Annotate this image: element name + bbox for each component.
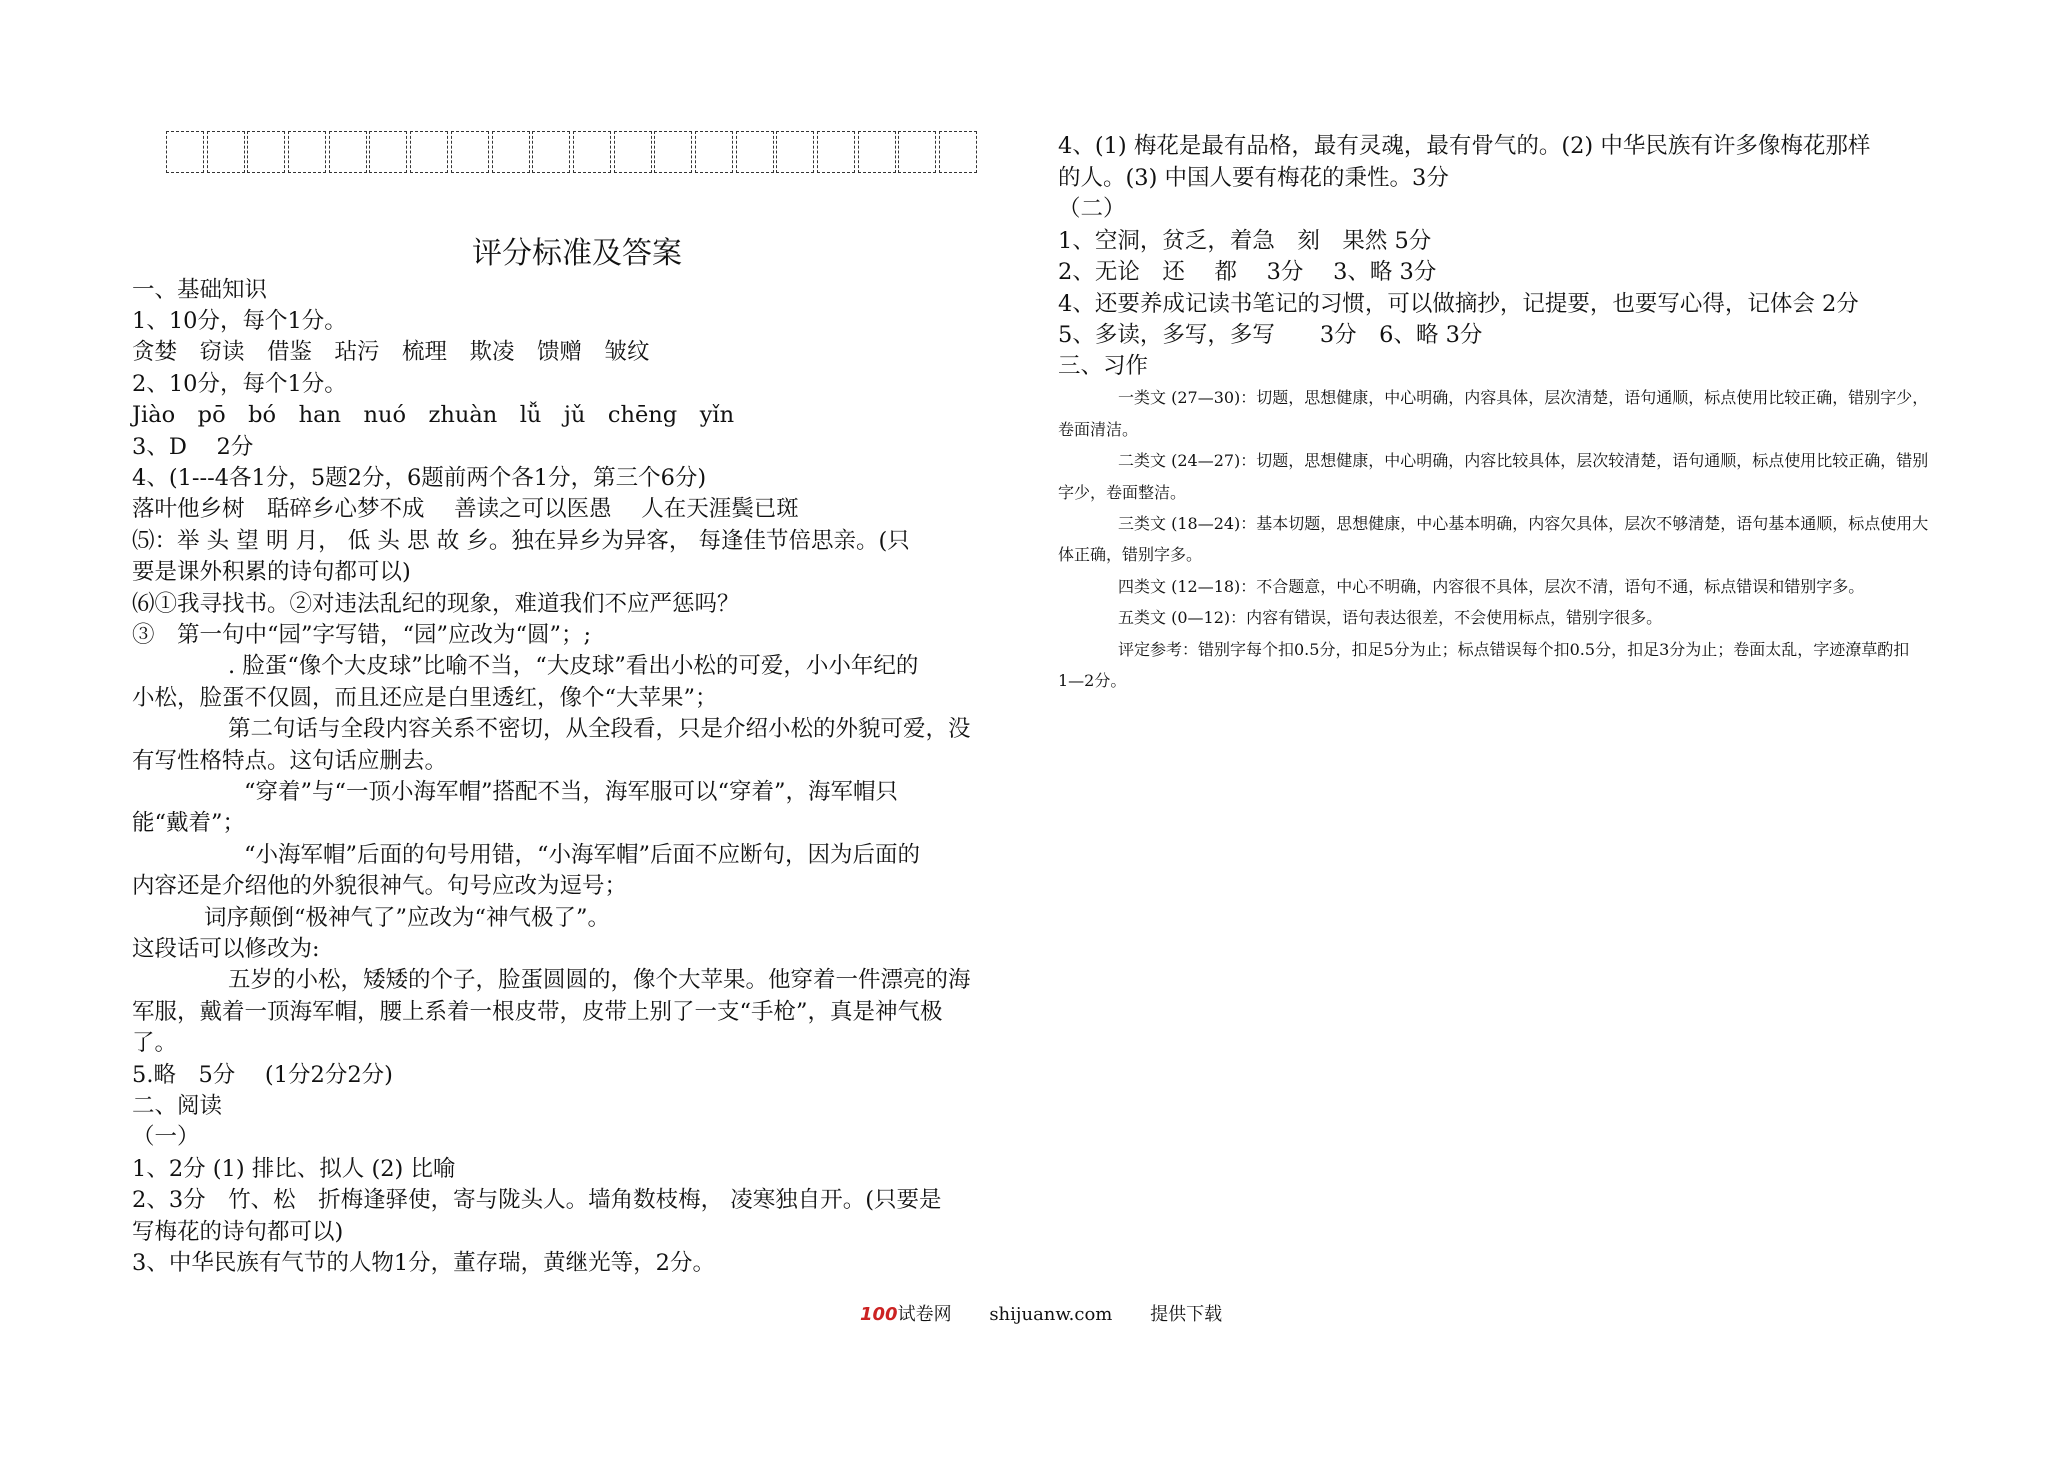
- grading-criteria-line: 体正确，错别字多。: [1058, 545, 1203, 564]
- answer-line: 了。: [132, 1030, 178, 1056]
- answer-box-cell: [492, 131, 530, 173]
- answer-box-cell: [207, 131, 245, 173]
- answer-line: 有写性格特点。这句话应删去。: [132, 748, 448, 774]
- answer-line: “小海军帽”后面的句号用错，“小海军帽”后面不应断句，因为后面的: [244, 842, 921, 868]
- answer-box-cell: [410, 131, 448, 173]
- answer-box-cell: [369, 131, 407, 173]
- answer-line: 一、基础知识: [132, 277, 268, 303]
- answer-line: ⑹①我寻找书。②对违法乱纪的现象，难道我们不应严惩吗？: [132, 591, 740, 617]
- answer-line: 1、10分，每个1分。: [132, 308, 347, 334]
- answer-line: ③ 第一句中“园”字写错，“园”应改为“圆”；;: [132, 622, 592, 648]
- answer-line: 五岁的小松，矮矮的个子，脸蛋圆圆的，像个大苹果。他穿着一件漂亮的海: [228, 967, 971, 993]
- download-note: 提供下载: [1150, 1304, 1223, 1325]
- answer-box-cell: [288, 131, 326, 173]
- answer-box-cell: [329, 131, 367, 173]
- answer-line: 词序颠倒“极神气了”应改为“神气极了”。: [204, 905, 611, 931]
- grading-criteria-line: 卷面清洁。: [1058, 420, 1139, 439]
- answer-box-cell: [573, 131, 611, 173]
- answer-box-cell: [247, 131, 285, 173]
- answer-box-cell: [451, 131, 489, 173]
- footer: [860, 1300, 1254, 1326]
- answer-line: 1、空洞，贫乏，着急 刻 果然 5分: [1058, 228, 1432, 254]
- answer-line: 的人。(3) 中国人要有梅花的秉性。3分: [1058, 165, 1449, 191]
- answer-line: 写梅花的诗句都可以): [132, 1219, 344, 1245]
- answer-line: 2、3分 竹、松 折梅逢驿使，寄与陇头人。墙角数枝梅， 凌寒独自开。(只要是: [132, 1187, 942, 1213]
- answer-line: 能“戴着”；: [132, 810, 246, 836]
- answer-line: . 脸蛋“像个大皮球”比喻不当，“大皮球”看出小松的可爱，小小年纪的: [228, 653, 919, 679]
- answer-line: 1、2分 (1) 排比、拟人 (2) 比喻: [132, 1156, 456, 1182]
- answer-line: 小松，脸蛋不仅圆，而且还应是白里透红，像个“大苹果”；: [132, 685, 718, 711]
- answer-line: 3、D 2分: [132, 434, 254, 460]
- page-title: 评分标准及答案: [472, 236, 682, 271]
- answer-box-cell: [776, 131, 814, 173]
- grading-criteria-line: 二类文 (24—27)：切题，思想健康，中心明确，内容比较具体，层次较清楚，语句通顺，标点使用比较正确，错别: [1118, 451, 1929, 470]
- answer-box-grid: [166, 131, 980, 173]
- grading-criteria-line: 一类文 (27—30)：切题，思想健康，中心明确，内容具体，层次清楚，语句通顺，标点使用比较正确，错别字少，: [1118, 388, 1929, 407]
- answer-line: 2、10分，每个1分。: [132, 371, 347, 397]
- answer-box-cell: [695, 131, 733, 173]
- site-logo: 100试卷网: [860, 1304, 952, 1325]
- grading-criteria-line: 评定参考：错别字每个扣0.5分，扣足5分为止；标点错误每个扣0.5分，扣足3分为止；卷面太乱，字迹潦草酌扣: [1118, 640, 1910, 659]
- answer-line: 这段话可以修改为:: [132, 936, 320, 962]
- answer-line: 落叶他乡树 聒碎乡心梦不成 善读之可以医愚 人在天涯鬓已斑: [132, 496, 799, 522]
- answer-box-cell: [898, 131, 936, 173]
- answer-line: 第二句话与全段内容关系不密切，从全段看，只是介绍小松的外貌可爱，没: [228, 716, 971, 742]
- answer-box-cell: [166, 131, 204, 173]
- answer-line: 贪婪 窃读 借鉴 玷污 梳理 欺凌 馈赠 皱纹: [132, 339, 650, 365]
- answer-box-cell: [736, 131, 774, 173]
- answer-line: “穿着”与“一顶小海军帽”搭配不当，海军服可以“穿着”，海军帽只: [244, 779, 899, 805]
- answer-line: 4、(1---4各1分，5题2分，6题前两个各1分，第三个6分): [132, 465, 707, 491]
- answer-line: 三、习作: [1058, 353, 1149, 379]
- answer-line: 4、还要养成记读书笔记的习惯，可以做摘抄，记提要，也要写心得，记体会 2分: [1058, 291, 1859, 317]
- answer-line: Jiào pō bó han nuó zhuàn lǚ jǔ chēng yǐn: [132, 402, 735, 428]
- answer-box-cell: [532, 131, 570, 173]
- answer-box-cell: [858, 131, 896, 173]
- grading-criteria-line: 1—2分。: [1058, 671, 1127, 690]
- grading-criteria-line: 三类文 (18—24)：基本切题，思想健康，中心基本明确，内容欠具体，层次不够清楚，语句基本通顺，标点使用大: [1118, 514, 1929, 533]
- answer-line: 5、多读，多写，多写 3分 6、略 3分: [1058, 322, 1483, 348]
- answer-box-cell: [614, 131, 652, 173]
- answer-line: 4、(1) 梅花是最有品格，最有灵魂，最有骨气的。(2) 中华民族有许多像梅花那样: [1058, 133, 1871, 159]
- answer-line: ⑸：举 头 望 明 月， 低 头 思 故 乡。独在异乡为异客， 每逢佳节倍思亲。(只: [132, 528, 910, 554]
- grading-criteria-line: 五类文 (0—12)：内容有错误，语句表达很差，不会使用标点，错别字很多。: [1118, 608, 1663, 627]
- answer-line: 军服，戴着一顶海军帽，腰上系着一根皮带，皮带上别了一支“手枪”，真是神气极: [132, 999, 943, 1025]
- answer-line: 3、中华民族有气节的人物1分，董存瑞，黄继光等，2分。: [132, 1250, 715, 1276]
- answer-line: （二）: [1058, 196, 1126, 222]
- answer-box-cell: [654, 131, 692, 173]
- answer-box-cell: [939, 131, 977, 173]
- grading-criteria-line: 字少，卷面整洁。: [1058, 483, 1187, 502]
- answer-line: 二、阅读: [132, 1093, 223, 1119]
- grading-criteria-line: 四类文 (12—18)：不合题意，中心不明确，内容很不具体，层次不清，语句不通，标点错误和错别字多。: [1118, 577, 1865, 596]
- answer-box-cell: [817, 131, 855, 173]
- answer-line: 5.略 5分 (1分2分2分): [132, 1062, 393, 1088]
- answer-line: 要是课外积累的诗句都可以): [132, 559, 411, 585]
- answer-line: （一）: [132, 1124, 200, 1150]
- answer-line: 内容还是介绍他的外貌很神气。句号应改为逗号；: [132, 873, 628, 899]
- answer-line: 2、无论 还 都 3分 3、略 3分: [1058, 259, 1437, 285]
- site-url: shijuanw.com: [989, 1304, 1113, 1325]
